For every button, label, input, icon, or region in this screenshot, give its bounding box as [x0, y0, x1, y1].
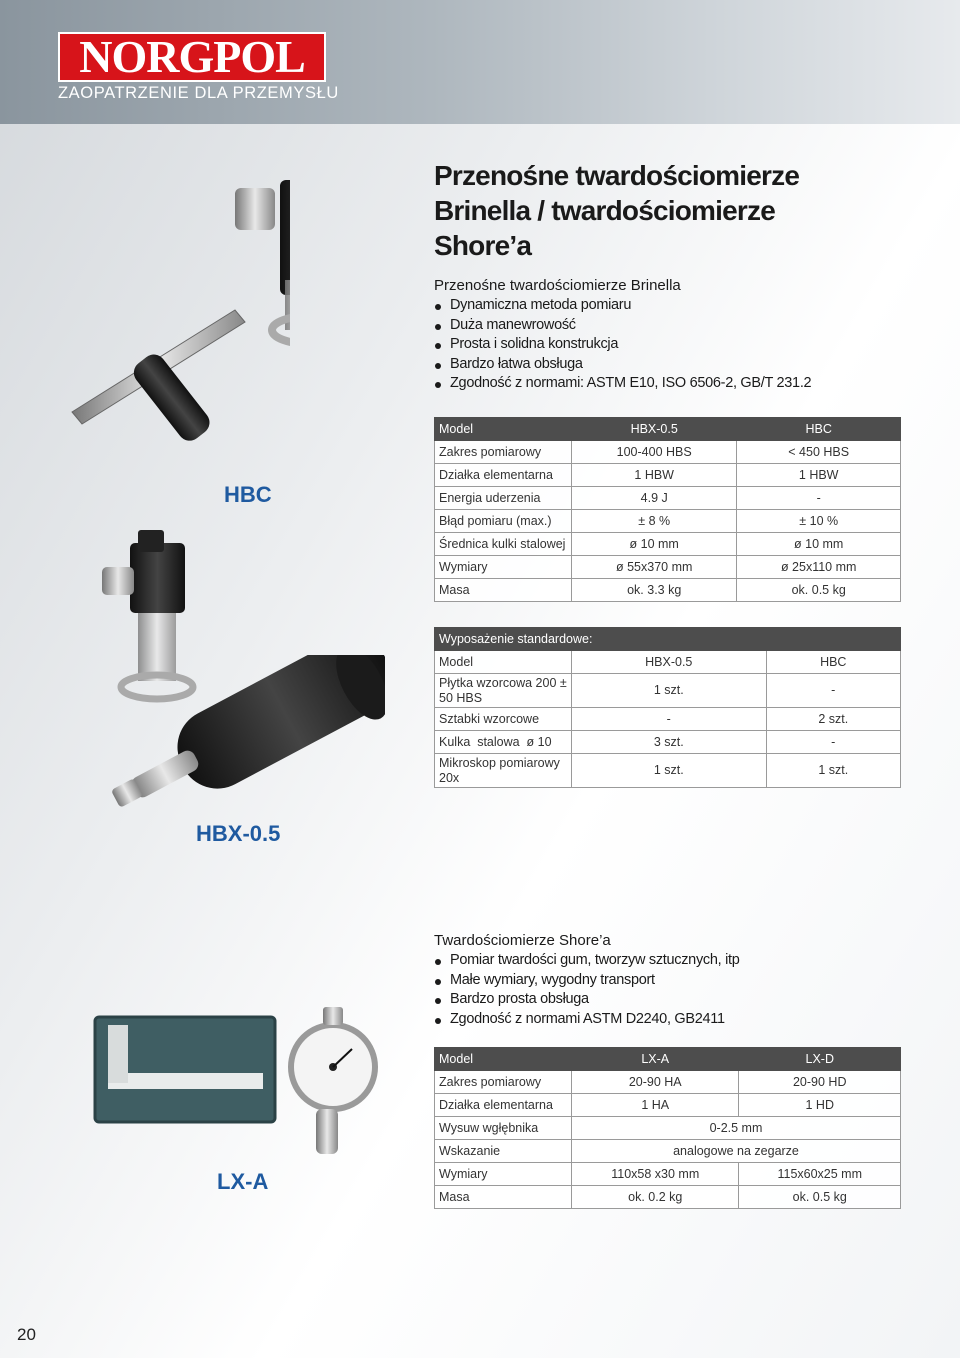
row-label: Średnica kulki stalowej: [435, 533, 572, 556]
shore-bullet-list: [434, 951, 739, 1029]
table-header-row: [435, 628, 901, 651]
column-header: HBX-0.5: [572, 418, 737, 441]
hbx-tester-image: [110, 655, 385, 820]
column-header: Model: [435, 651, 572, 674]
table-cell: -: [572, 708, 767, 731]
list-item: Duża manewrowość: [434, 316, 811, 336]
row-label: Masa: [435, 1186, 572, 1209]
row-label: Sztabki wzorcowe: [435, 708, 572, 731]
table-cell: 4.9 J: [572, 487, 737, 510]
norgpol-logo: NORGPOL: [58, 32, 326, 82]
table-row: [435, 1094, 901, 1117]
row-label: Wysuw wgłębnika: [435, 1117, 572, 1140]
row-label: Masa: [435, 579, 572, 602]
table-cell: 0-2.5 mm: [572, 1117, 901, 1140]
table-row: [435, 533, 901, 556]
column-header: LX-A: [572, 1048, 739, 1071]
title-line-2: Brinella / twardościomierze: [434, 195, 775, 226]
lxa-durometer-case-image: [90, 1005, 380, 1165]
table-cell: 100-400 HBS: [572, 441, 737, 464]
table-cell: 3 szt.: [572, 731, 767, 754]
table-cell: ok. 0.2 kg: [572, 1186, 739, 1209]
table-cell: ok. 0.5 kg: [737, 579, 901, 602]
table-row: [435, 464, 901, 487]
table-cell: ø 10 mm: [572, 533, 737, 556]
list-item: Zgodność z normami: ASTM E10, ISO 6506-2, GB/T 231.2: [434, 374, 811, 394]
table-row: [435, 651, 901, 674]
lxa-label: LX-A: [217, 1169, 269, 1194]
brinell-spec-table: [434, 417, 901, 602]
table-row: [435, 441, 901, 464]
table-header-row: [435, 1048, 901, 1071]
row-label: Kulka stalowa ø 10: [435, 731, 572, 754]
table-header-row: [435, 418, 901, 441]
row-label: Działka elementarna: [435, 464, 572, 487]
title-line-1: Przenośne twardościomierze: [434, 160, 800, 191]
table-cell: 1 HA: [572, 1094, 739, 1117]
list-item: Bardzo łatwa obsługa: [434, 355, 811, 375]
table-row: [435, 556, 901, 579]
list-item: Pomiar twardości gum, tworzyw sztucznych, itp: [434, 951, 739, 971]
page-title: [434, 158, 894, 263]
page-number: 20: [17, 1325, 36, 1344]
column-header: Model: [435, 1048, 572, 1071]
table-cell: 20-90 HA: [572, 1071, 739, 1094]
table-row: [435, 487, 901, 510]
table-cell: 1 szt.: [572, 674, 767, 708]
list-item: Małe wymiary, wygodny transport: [434, 971, 739, 991]
hbx-label: HBX-0.5: [196, 821, 281, 846]
table-row: [435, 579, 901, 602]
table-cell: 1 szt.: [766, 754, 900, 788]
row-label: Działka elementarna: [435, 1094, 572, 1117]
list-item: Bardzo prosta obsługa: [434, 990, 739, 1010]
equipment-heading: Wyposażenie standardowe:: [435, 628, 901, 651]
row-label: Energia uderzenia: [435, 487, 572, 510]
table-cell: ø 25x110 mm: [737, 556, 901, 579]
row-label: Płytka wzorcowa 200 ± 50 HBS: [435, 674, 572, 708]
table-cell: 1 HBW: [572, 464, 737, 487]
table-cell: -: [766, 731, 900, 754]
logo-tagline: ZAOPATRZENIE DLA PRZEMYSŁU: [58, 84, 339, 102]
equipment-table: [434, 627, 901, 788]
table-row: [435, 1117, 901, 1140]
table-cell: 110x58 x30 mm: [572, 1163, 739, 1186]
table-cell: 2 szt.: [766, 708, 900, 731]
list-item: Prosta i solidna konstrukcja: [434, 335, 811, 355]
table-row: [435, 1186, 901, 1209]
table-row: [435, 510, 901, 533]
table-cell: ± 10 %: [737, 510, 901, 533]
table-cell: ok. 3.3 kg: [572, 579, 737, 602]
table-cell: < 450 HBS: [737, 441, 901, 464]
table-cell: ø 10 mm: [737, 533, 901, 556]
row-label: Wymiary: [435, 1163, 572, 1186]
row-label: Wskazanie: [435, 1140, 572, 1163]
table-cell: ø 55x370 mm: [572, 556, 737, 579]
table-cell: 20-90 HD: [739, 1071, 901, 1094]
table-row: [435, 1140, 901, 1163]
column-header: HBC: [737, 418, 901, 441]
row-label: Błąd pomiaru (max.): [435, 510, 572, 533]
table-cell: 1 szt.: [572, 754, 767, 788]
row-label: Zakres pomiarowy: [435, 1071, 572, 1094]
hbc-label: HBC: [224, 482, 272, 507]
column-header: HBC: [766, 651, 900, 674]
table-cell: 1 HBW: [737, 464, 901, 487]
table-cell: 115x60x25 mm: [739, 1163, 901, 1186]
list-item: Zgodność z normami ASTM D2240, GB2411: [434, 1010, 739, 1030]
hbc-microscope-tbar-image: [60, 150, 290, 450]
row-label: Mikroskop pomiarowy 20x: [435, 754, 572, 788]
table-row: [435, 731, 901, 754]
row-label: Wymiary: [435, 556, 572, 579]
table-cell: -: [766, 674, 900, 708]
row-label: Zakres pomiarowy: [435, 441, 572, 464]
title-line-3: Shore’a: [434, 230, 532, 261]
column-header: HBX-0.5: [572, 651, 767, 674]
brinell-bullet-list: [434, 296, 811, 394]
table-row: [435, 754, 901, 788]
table-cell: -: [737, 487, 901, 510]
table-row: [435, 1071, 901, 1094]
column-header: Model: [435, 418, 572, 441]
list-item: Dynamiczna metoda pomiaru: [434, 296, 811, 316]
table-cell: ± 8 %: [572, 510, 737, 533]
brinell-heading: Przenośne twardościomierze Brinella: [434, 277, 681, 294]
column-header: LX-D: [739, 1048, 901, 1071]
table-row: [435, 1163, 901, 1186]
table-row: [435, 674, 901, 708]
shore-heading: Twardościomierze Shore’a: [434, 932, 611, 949]
table-cell: 1 HD: [739, 1094, 901, 1117]
shore-spec-table: [434, 1047, 901, 1209]
table-cell: analogowe na zegarze: [572, 1140, 901, 1163]
table-cell: ok. 0.5 kg: [739, 1186, 901, 1209]
table-row: [435, 708, 901, 731]
